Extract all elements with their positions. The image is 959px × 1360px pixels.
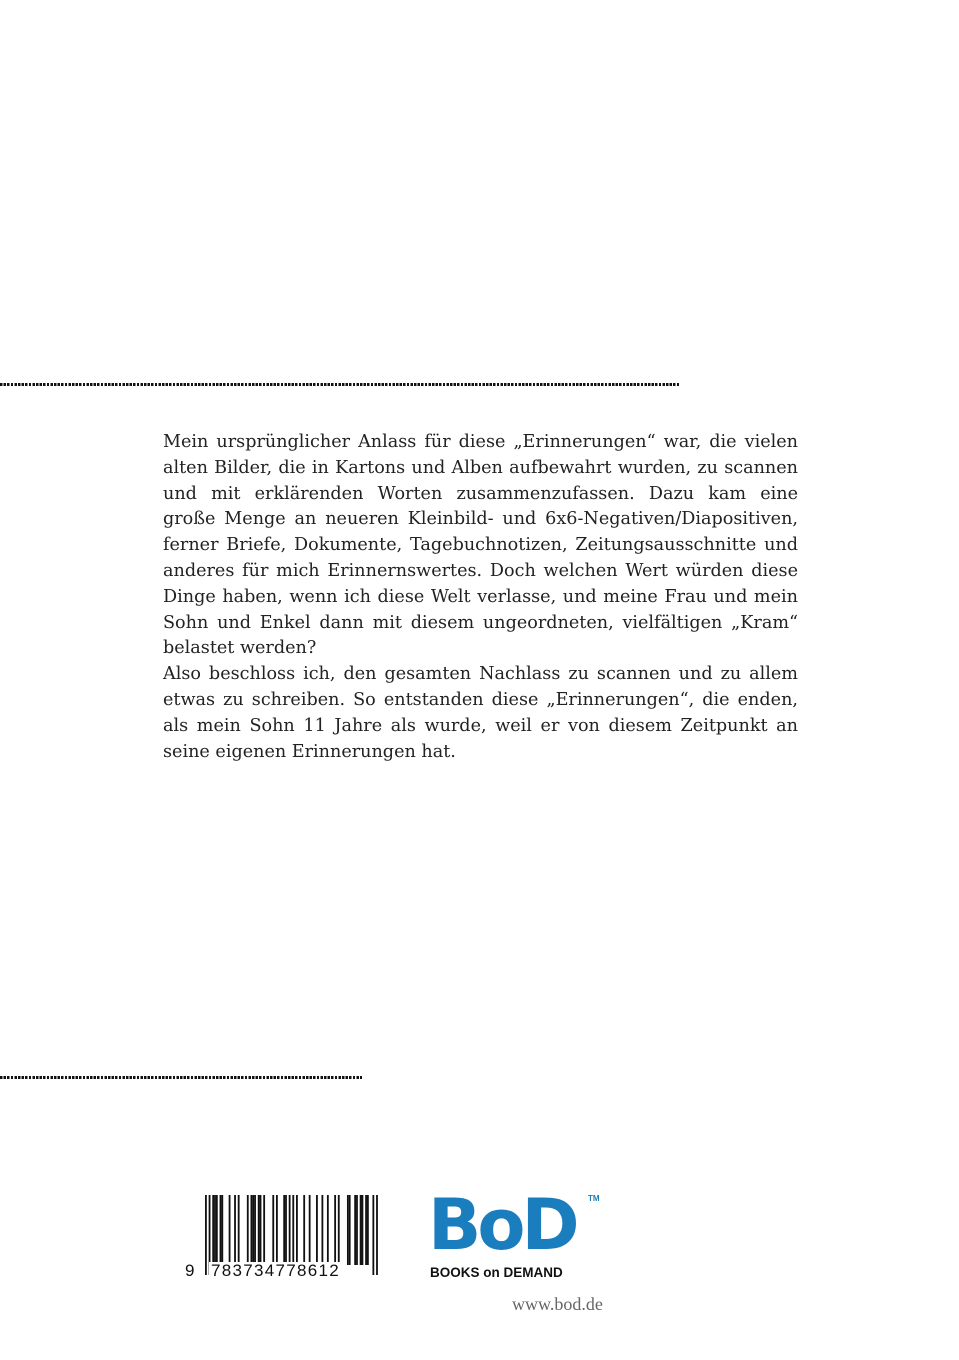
barcode-bar	[238, 1195, 240, 1265]
barcode-bar	[309, 1195, 311, 1265]
barcode-bar	[334, 1195, 336, 1265]
dotted-divider-top	[0, 383, 680, 386]
barcode-bar	[376, 1195, 378, 1275]
barcode-bar	[260, 1195, 262, 1265]
barcode-bar	[252, 1195, 254, 1265]
barcode-bar	[258, 1195, 260, 1265]
dotted-divider-bottom	[0, 1076, 362, 1079]
barcode-bar	[372, 1195, 374, 1275]
back-cover-blurb	[163, 430, 798, 765]
blurb-line: anderes für mich Erinnernswertes. Doch welchen Wert würden diese	[163, 560, 798, 581]
blurb-line: als mein Sohn 11 Jahre als wurde, weil er von diesem Zeitpunkt an	[163, 715, 798, 736]
barcode-bar	[349, 1195, 351, 1265]
barcode-bar	[360, 1195, 362, 1265]
blurb-line: alten Bilder, die in Kartons und Alben aufbewahrt wurden, zu scannen	[163, 457, 798, 478]
barcode-bar	[212, 1195, 214, 1265]
barcode-bar	[285, 1195, 287, 1265]
trademark-mark: TM	[588, 1194, 600, 1203]
barcode-bar	[354, 1195, 356, 1265]
barcode-bar	[303, 1195, 305, 1265]
barcode-bar	[220, 1195, 222, 1265]
barcode-bar	[214, 1195, 216, 1265]
barcode-bar	[221, 1195, 223, 1265]
barcode-bar	[356, 1195, 358, 1265]
barcode-bar	[272, 1195, 274, 1265]
blurb-line: ferner Briefe, Dokumente, Tagebuchnotizen, Zeitungsausschnitte und	[163, 535, 798, 556]
blurb-line: Mein ursprünglicher Anlass für diese „Erinnerungen“ war, die vielen	[163, 432, 798, 452]
blurb-line: Sohn und Enkel dann mit diesem ungeordneten, vielfältigen „Kram“	[163, 612, 798, 633]
bod-tagline: BOOKS on DEMAND	[430, 1265, 563, 1280]
barcode-bar	[362, 1195, 364, 1265]
barcode-first-digit: 9	[185, 1261, 195, 1280]
barcode-bar	[254, 1195, 256, 1265]
barcode-bar	[263, 1195, 265, 1265]
barcode-bar	[316, 1195, 318, 1265]
bod-logo-text: BoD	[428, 1184, 576, 1266]
barcode-bar	[347, 1195, 349, 1265]
barcode-bar	[251, 1195, 253, 1265]
barcode-bar	[327, 1195, 329, 1265]
barcode-bar	[234, 1195, 236, 1265]
barcode-bar	[367, 1195, 369, 1265]
blurb-line: belastet werden?	[163, 638, 317, 659]
barcode-bar	[229, 1195, 231, 1265]
barcode-bar	[296, 1195, 298, 1265]
blurb-line: etwas zu schreiben. So entstanden diese „Erinnerungen“, die enden,	[163, 689, 798, 710]
barcode-bar	[205, 1195, 207, 1275]
bod-logo	[428, 1184, 603, 1285]
isbn-barcode	[183, 1192, 383, 1287]
barcode-bar	[365, 1195, 367, 1265]
barcode-bar	[247, 1195, 249, 1265]
blurb-line: und mit erklärenden Worten zusammenzufassen. Dazu kam eine	[163, 483, 798, 504]
barcode-bar	[321, 1195, 323, 1265]
blurb-line: Also beschloss ich, den gesamten Nachlass zu scannen und zu allem	[163, 664, 798, 685]
barcode-bar	[338, 1195, 340, 1265]
barcode-bar	[216, 1195, 218, 1265]
barcode-bar	[276, 1195, 278, 1265]
barcode-digits: 783734778612	[211, 1261, 341, 1280]
barcode-bar	[283, 1195, 285, 1265]
blurb-line: große Menge an neueren Kleinbild- und 6x6-Negativen/Diapositiven,	[163, 509, 798, 530]
blurb-line: Dinge haben, wenn ich diese Welt verlasse, und meine Frau und mein	[163, 586, 798, 607]
publisher-url: www.bod.de	[512, 1294, 603, 1314]
blurb-line: seine eigenen Erinnerungen hat.	[163, 741, 456, 762]
